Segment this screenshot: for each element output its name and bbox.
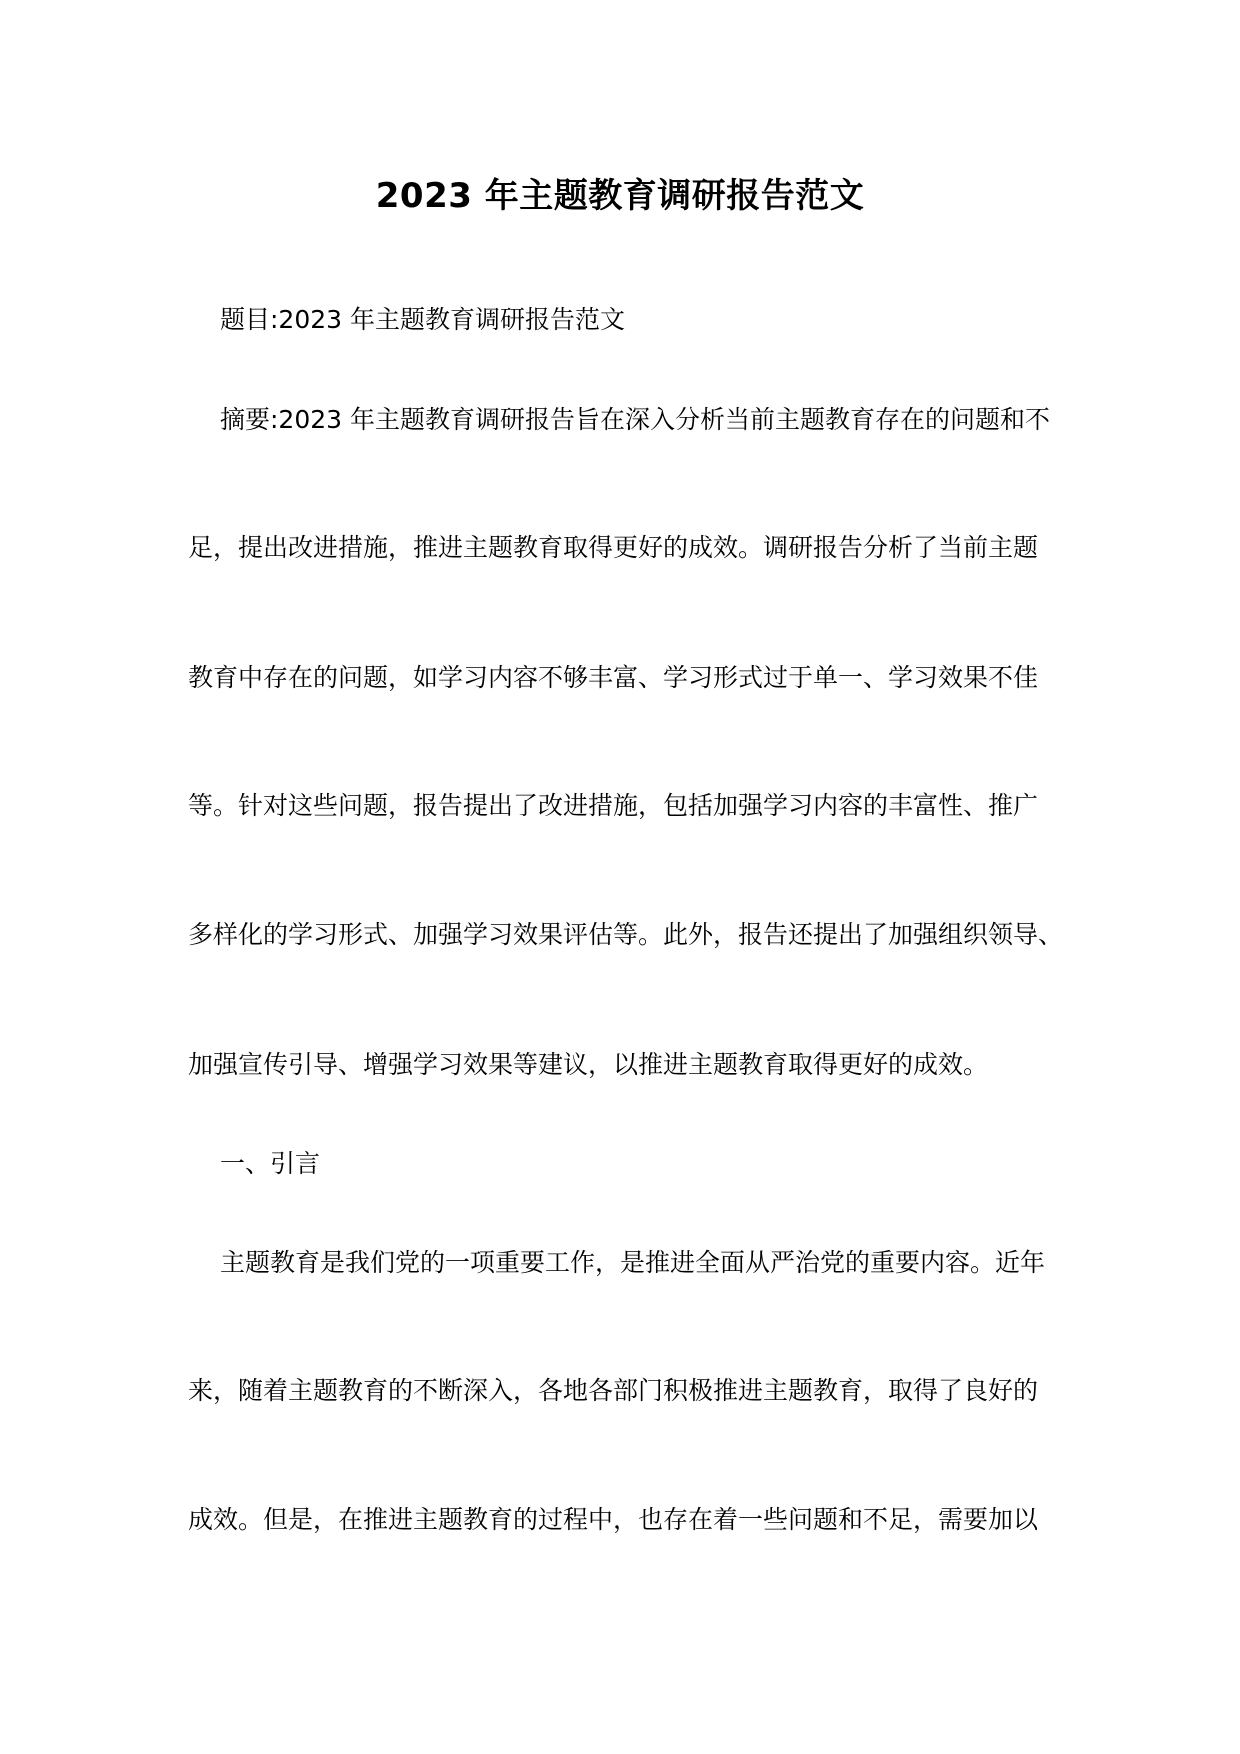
topic-line: 题目:2023 年主题教育调研报告范文 [220, 305, 625, 334]
abstract-line: 等。针对这些问题，报告提出了改进措施，包括加强学习内容的丰富性、推广 [188, 791, 1039, 820]
intro-line: 主题教育是我们党的一项重要工作，是推进全面从严治党的重要内容。近年 [220, 1248, 1046, 1277]
section-heading-introduction: 一、引言 [220, 1149, 321, 1178]
intro-line: 成效。但是，在推进主题教育的过程中，也存在着一些问题和不足，需要加以 [188, 1505, 1039, 1534]
abstract-line: 摘要:2023 年主题教育调研报告旨在深入分析当前主题教育存在的问题和不 [220, 405, 1050, 434]
abstract-line: 足，提出改进措施，推进主题教育取得更好的成效。调研报告分析了当前主题 [188, 533, 1039, 562]
abstract-line: 加强宣传引导、增强学习效果等建议，以推进主题教育取得更好的成效。 [188, 1050, 989, 1079]
document-title: 2023 年主题教育调研报告范文 [375, 176, 865, 216]
abstract-line: 教育中存在的问题，如学习内容不够丰富、学习形式过于单一、学习效果不佳 [188, 663, 1039, 692]
intro-line: 来，随着主题教育的不断深入，各地各部门积极推进主题教育，取得了良好的 [188, 1376, 1039, 1405]
abstract-line: 多样化的学习形式、加强学习效果评估等。此外，报告还提出了加强组织领导、 [188, 920, 1064, 949]
